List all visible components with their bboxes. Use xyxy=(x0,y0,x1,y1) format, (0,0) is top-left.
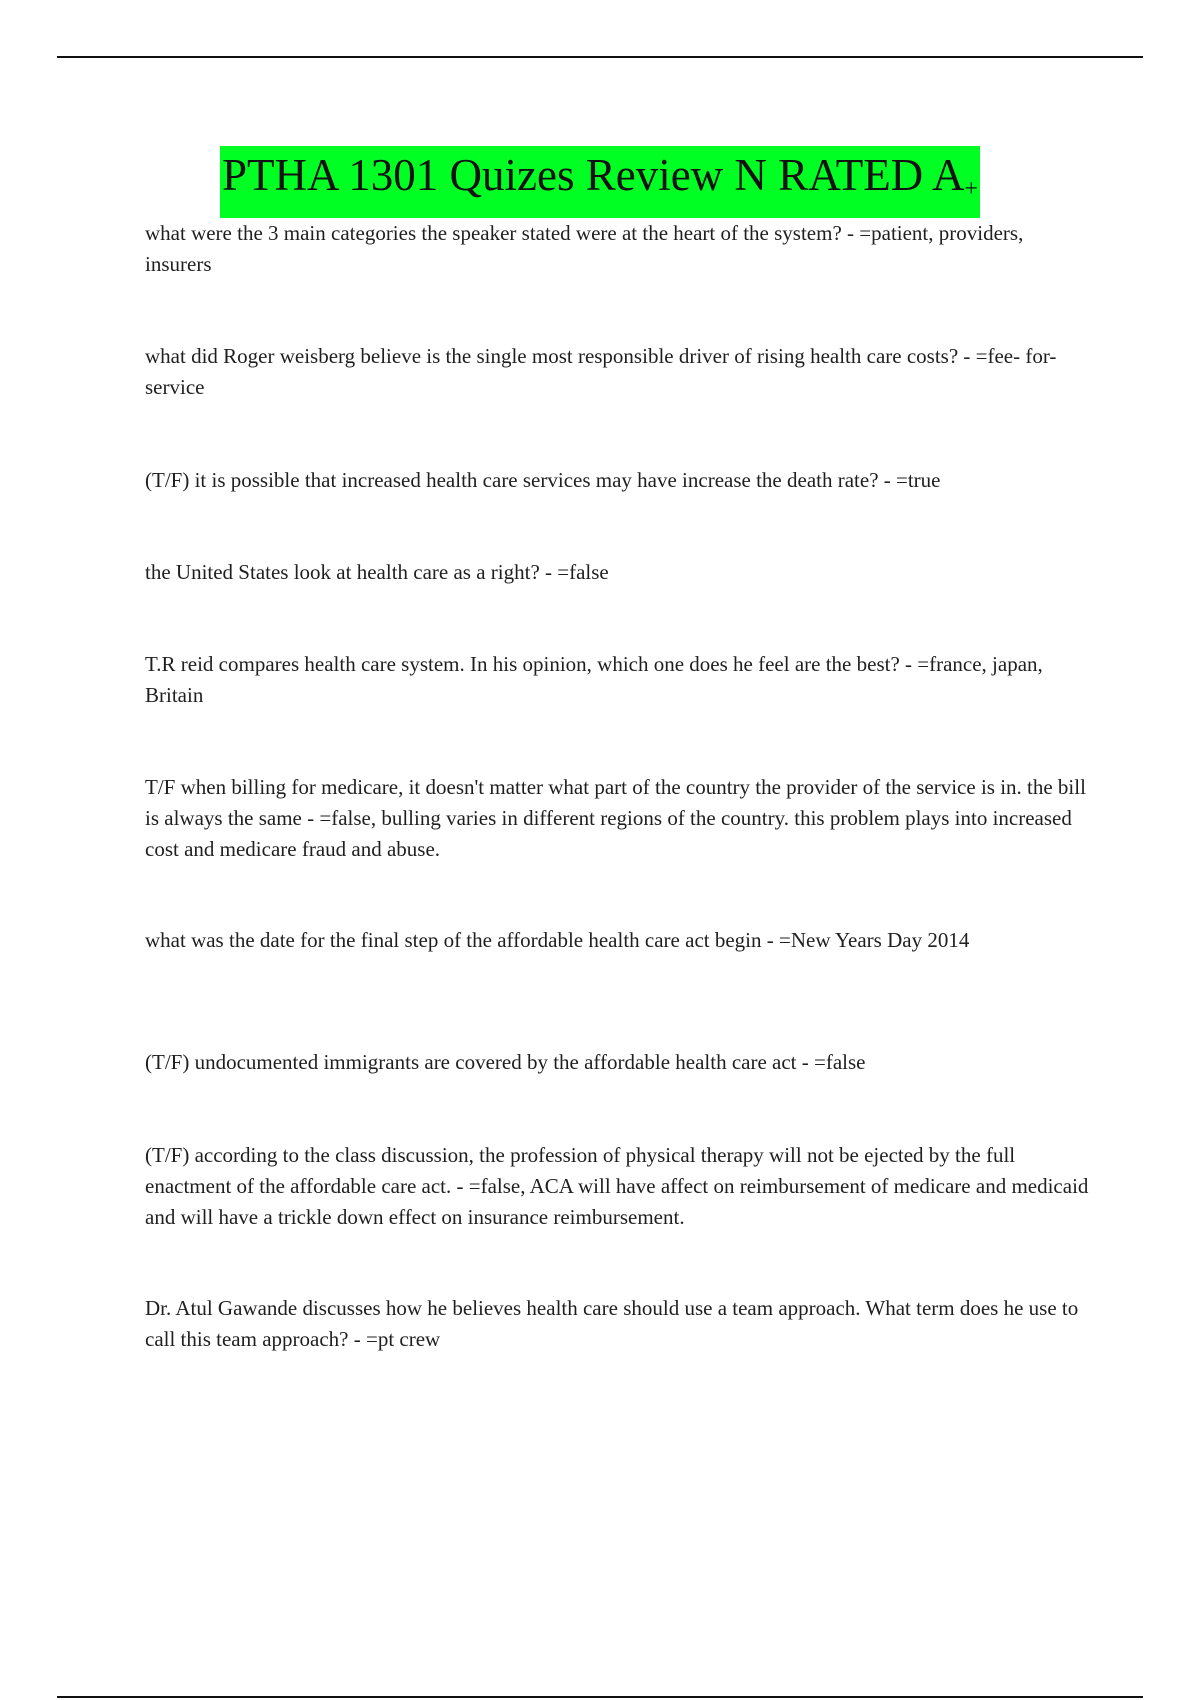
qa-item-1: what were the 3 main categories the speaker stated were at the heart of the system? - =patient, providers, insurers xyxy=(145,221,1024,276)
qa-item-2: what did Roger weisberg believe is the single most responsible driver of rising health care costs? - =fee- for- service xyxy=(145,344,1057,399)
title-container xyxy=(0,146,1200,218)
title-plus: + xyxy=(964,176,978,202)
qa-item-5: T.R reid compares health care system. In his opinion, which one does he feel are the best? - =france, japan, Britain xyxy=(145,652,1043,707)
bottom-rule xyxy=(57,1696,1143,1698)
qa-item-7: what was the date for the final step of the affordable health care act begin - =New Years Day 2014 xyxy=(145,928,970,952)
qa-item-8: (T/F) undocumented immigrants are covered by the affordable health care act - =false xyxy=(145,1050,866,1074)
page-title xyxy=(220,146,980,218)
title-text: PTHA 1301 Quizes Review N RATED A xyxy=(221,150,965,200)
qa-item-6: T/F when billing for medicare, it doesn't matter what part of the country the provider of the service is in. the bill is always the same - =false, bulling varies in different regions of the country. this problem plays into increased cost and medicare fraud and abuse. xyxy=(145,775,1086,861)
qa-item-3: (T/F) it is possible that increased health care services may have increase the death rate? - =true xyxy=(145,468,941,492)
qa-item-10: Dr. Atul Gawande discusses how he believes health care should use a team approach. What term does he use to call this team approach? - =pt crew xyxy=(145,1296,1079,1351)
top-rule xyxy=(57,56,1143,58)
qa-item-4: the United States look at health care as a right? - =false xyxy=(145,560,609,584)
qa-item-9: (T/F) according to the class discussion, the profession of physical therapy will not be ejected by the full enactment of the affordable care act. - =false, ACA will have affect on reimbursement of medicare and medicaid and will have a trickle down effect on insurance reimbursement. xyxy=(145,1143,1089,1229)
